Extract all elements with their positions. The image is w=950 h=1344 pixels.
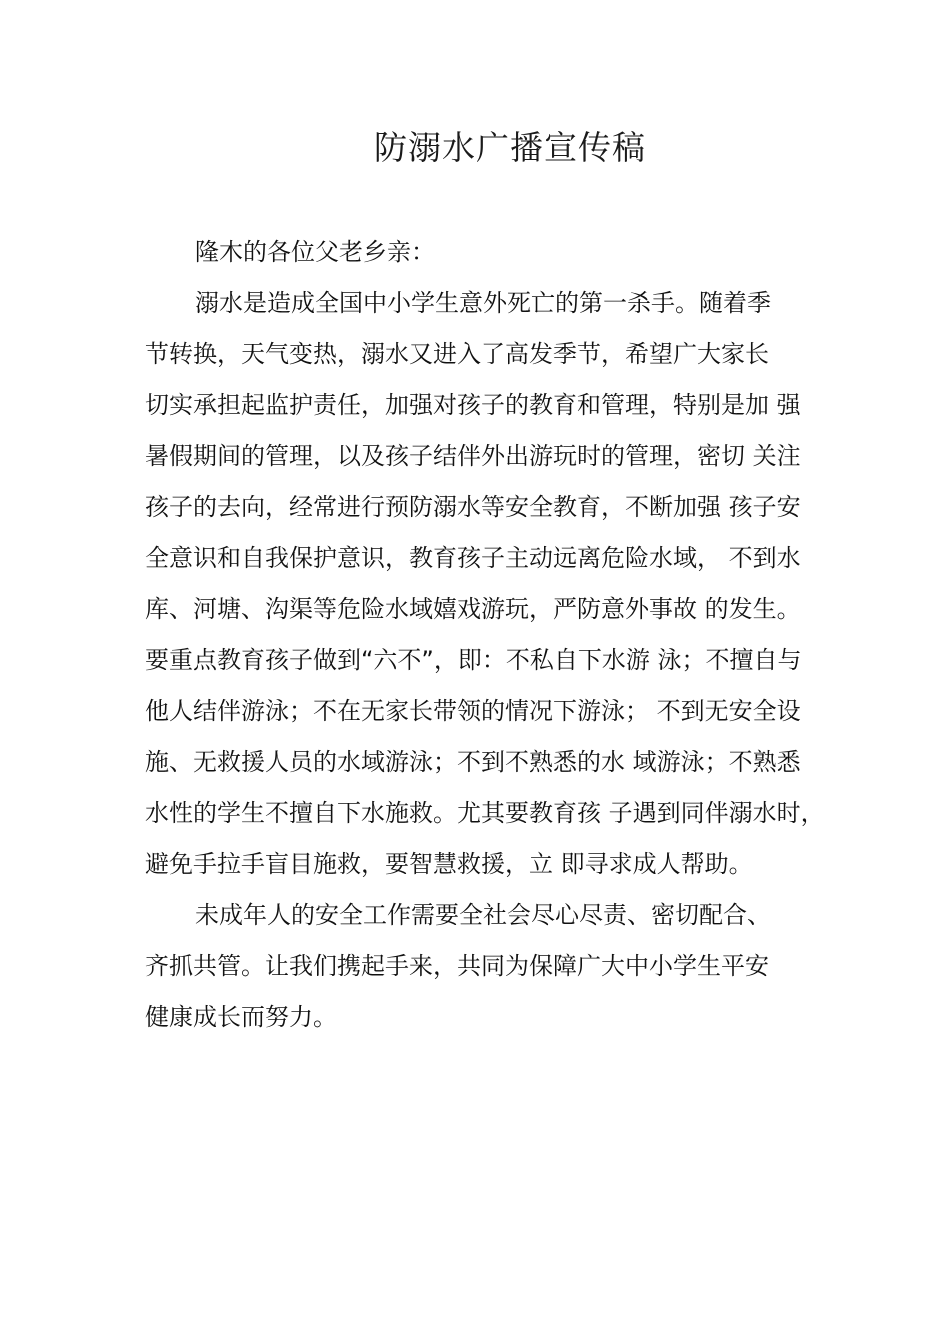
paragraph-line: 全意识和自我保护意识，教育孩子主动远离危险水域， 不到水 — [145, 544, 801, 572]
paragraph-line: 齐抓共管。让我们携起手来，共同为保障广大中小学生平安 — [145, 952, 769, 980]
paragraph-line: 要重点教育孩子做到“六不”，即：不私自下水游 泳；不擅自与 — [145, 646, 802, 674]
paragraph-line: 库、河塘、沟渠等危险水域嬉戏游玩，严防意外事故 的发生。 — [145, 595, 801, 623]
paragraph-line: 避免手拉手盲目施救，要智慧救援，立 即寻求成人帮助。 — [145, 850, 753, 878]
paragraph-line: 孩子的去向，经常进行预防溺水等安全教育，不断加强 孩子安 — [145, 493, 801, 521]
salutation-line: 隆木的各位父老乡亲： — [195, 238, 435, 266]
paragraph-line: 溺水是造成全国中小学生意外死亡的第一杀手。随着季 — [195, 289, 771, 317]
paragraph-line: 水性的学生不擅自下水施救。尤其要教育孩 子遇到同伴溺水时， — [145, 799, 825, 827]
paragraph-line: 健康成长而努力。 — [145, 1003, 337, 1031]
page-title: 防溺水广播宣传稿 — [374, 128, 646, 167]
paragraph-line: 未成年人的安全工作需要全社会尽心尽责、密切配合、 — [195, 901, 771, 929]
paragraph-line: 节转换，天气变热，溺水又进入了高发季节，希望广大家长 — [145, 340, 769, 368]
paragraph-line: 切实承担起监护责任，加强对孩子的教育和管理，特别是加 强 — [145, 391, 801, 419]
paragraph-line: 施、无救援人员的水域游泳；不到不熟悉的水 域游泳；不熟悉 — [145, 748, 801, 776]
paragraph-line: 他人结伴游泳；不在无家长带领的情况下游泳； 不到无安全设 — [145, 697, 801, 725]
paragraph-line: 暑假期间的管理，以及孩子结伴外出游玩时的管理，密切 关注 — [145, 442, 801, 470]
